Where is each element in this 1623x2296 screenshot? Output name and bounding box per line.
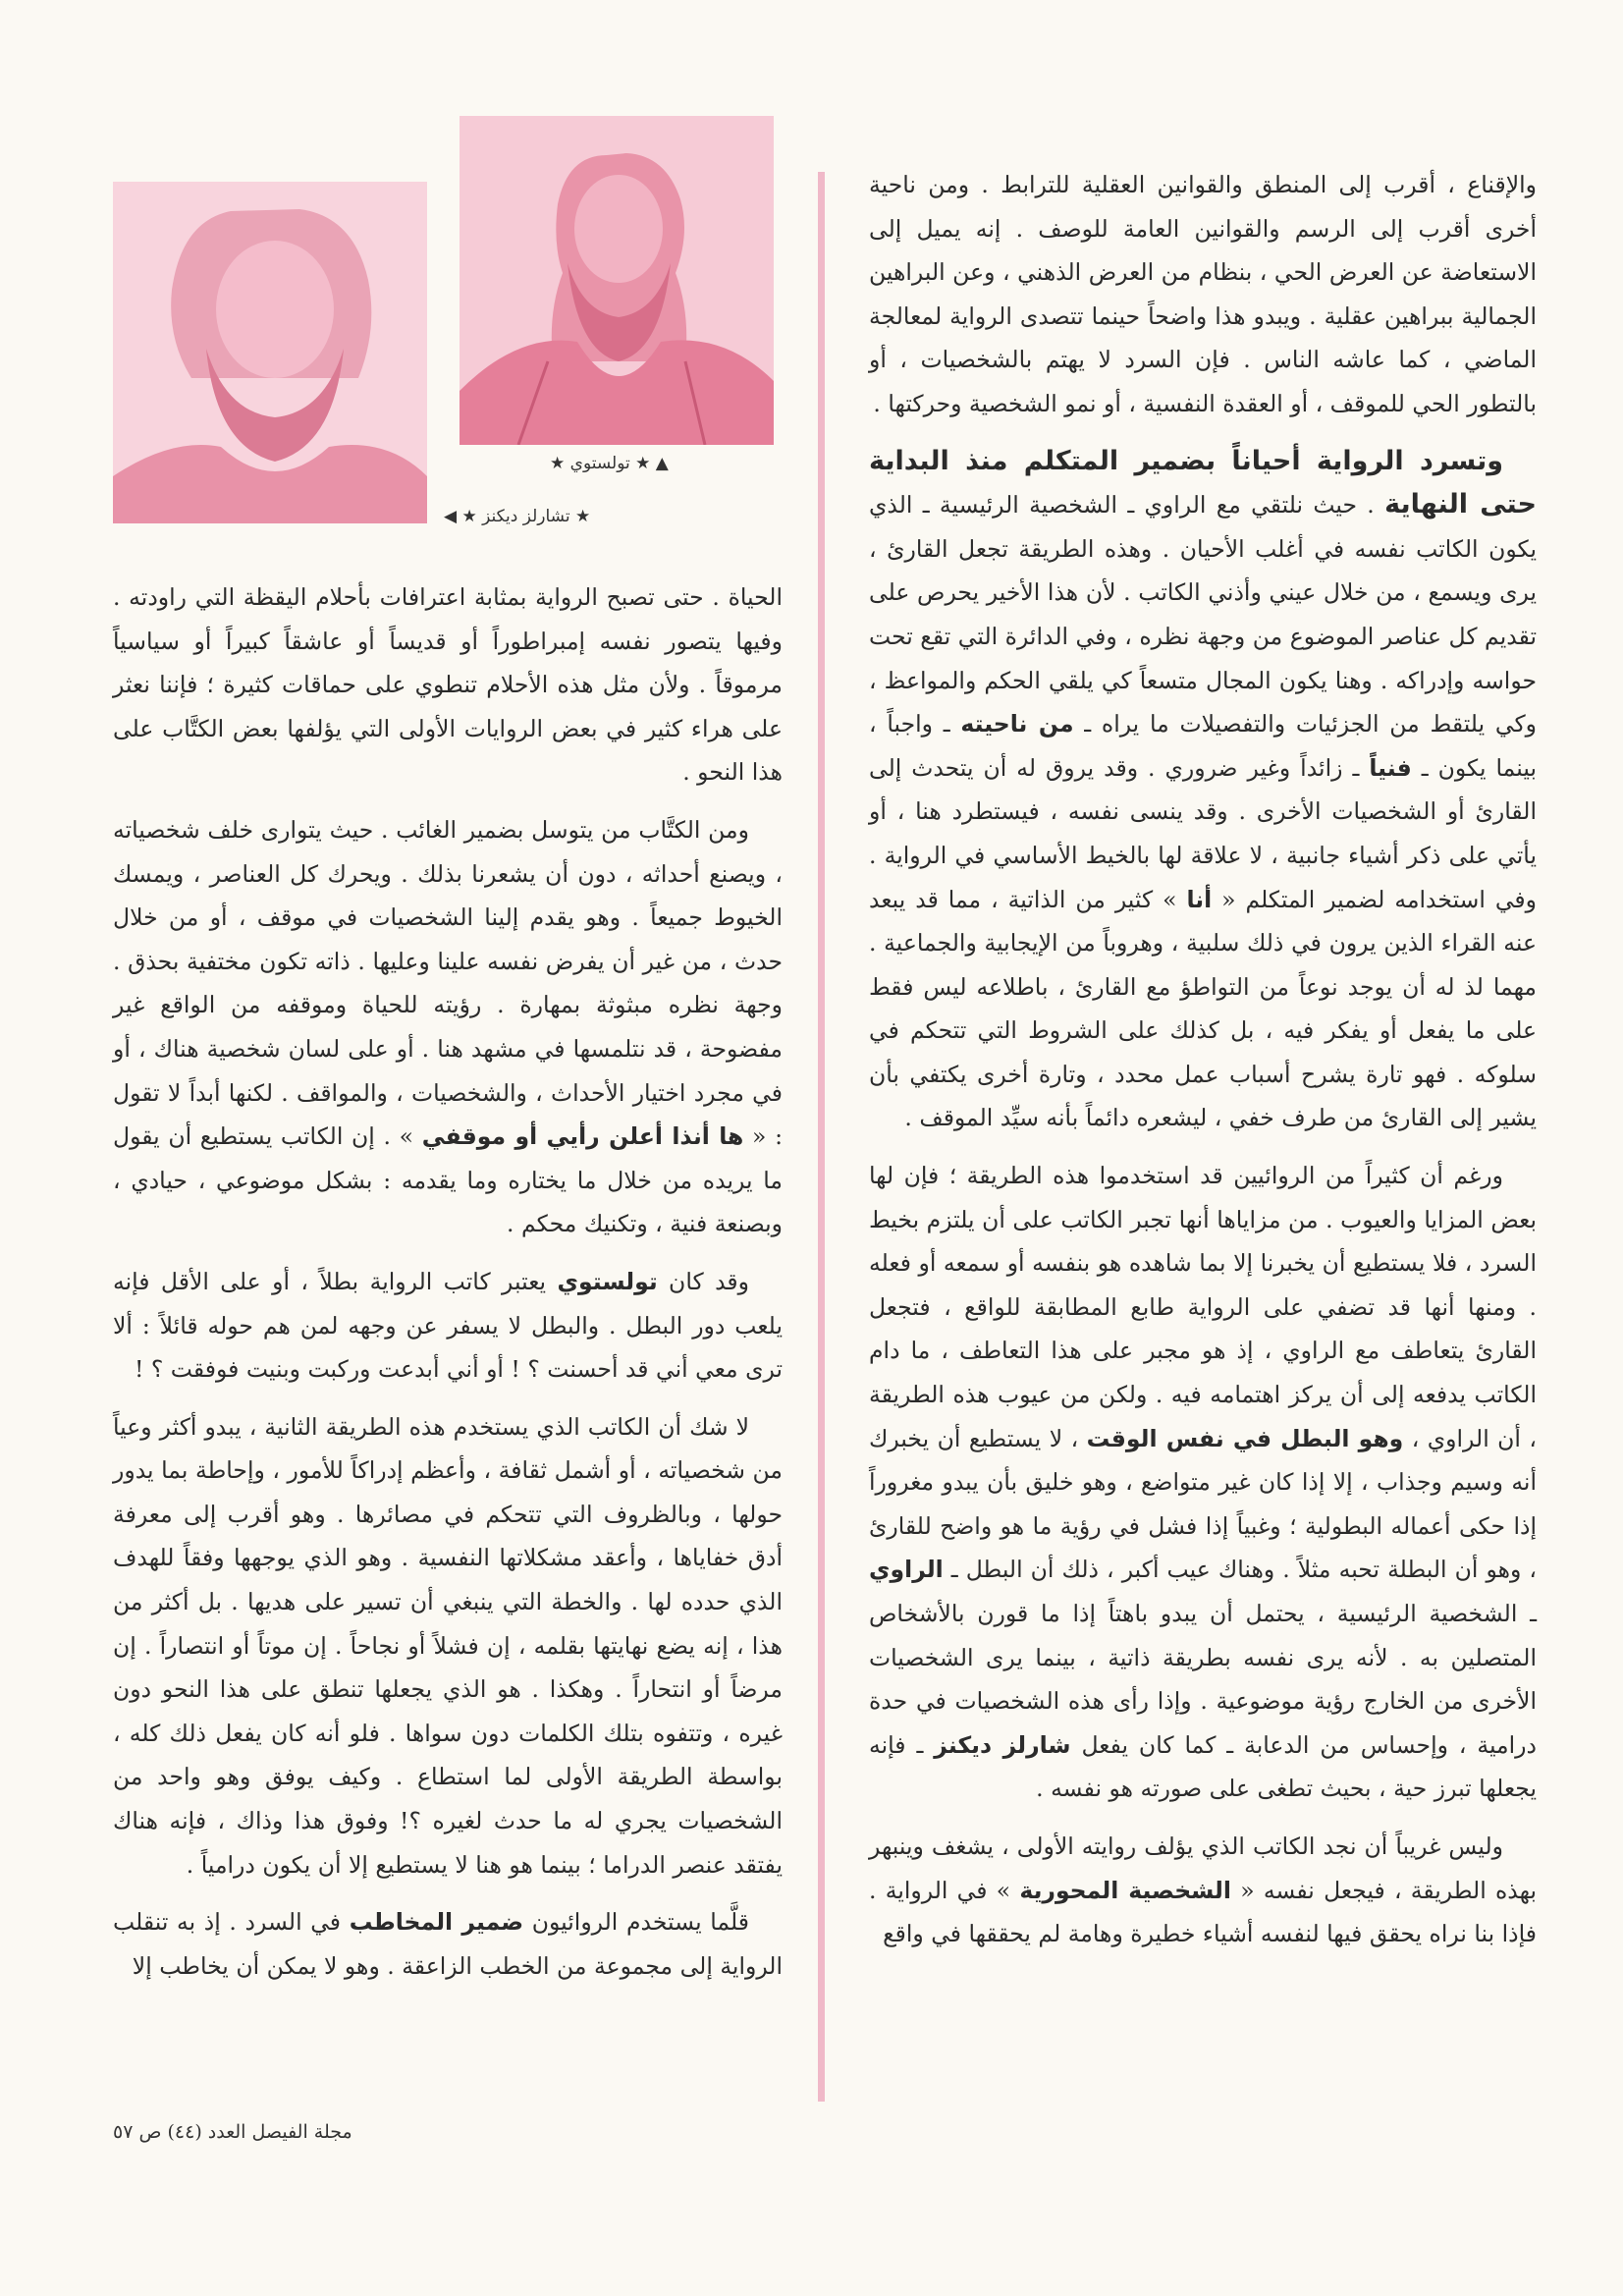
paragraph: لا شك أن الكاتب الذي يستخدم هذه الطريقة الثانية ، يبدو أكثر وعياً من شخصياته ، أو أشمل ثقافة ، وأعظم إدراكاً للأمور ، وإحاطة بما يدور حولها ، وبالظروف التي تتحكم في مصائرها . وهو أقرب إلى معرفة أدق خفاياها ، وأعقد مشكلاتها النفسية . وهو الذي يوجهها وفقاً للهدف الذي حدده لها . والخطة التي ينبغي أن تسير على هديها . بل أكثر من هذا ، إنه يضع نهايتها بقلمه ، إن فشلاً أو نجاحاً . إن موتاً أو انتصاراً . إن مرضاً أو انتحاراً . وهكذا . هو الذي يجعلها تنطق على هذا النحو دون غيره ، وتتفوه بتلك الكلمات دون سواها . فلو أنه كان يفعل ذلك كله ، بواسطة الطريقة الأولى لما استطاع . وكيف يوفق وهو واحد من الشخصيات يجري له ما حدث لغيره ؟! وفوق هذا وذاك ، فإنه هناك يفتقد عنصر الدراما ؛ بينما هو هنا لا يستطيع إلا أن يكون درامياً .	[113, 1412, 783, 1879]
section-heading: وتسرد الرواية أحياناً بضمير المتكلم منذ البداية حتى النهاية	[869, 445, 1537, 520]
text-run: قلَّما يستخدم الروائيون	[523, 1908, 749, 1937]
bold-phrase: وهو البطل في نفس الوقت	[1086, 1424, 1404, 1452]
bold-phrase: أنا	[1186, 885, 1213, 913]
tolstoy-portrait-image	[460, 116, 774, 445]
bold-phrase: الراوي	[869, 1556, 944, 1584]
bold-phrase: تولستوي	[557, 1267, 658, 1295]
text-run: يعتبر كاتب الرواية بطلاً ، أو على الأقل فإنه يلعب دور البطل . والبطل لا يسفر عن وجهه لمن هم حوله قائلاً : ألا ترى معي أني قد أحسنت ؟ ! أو أني أبدعت وركبت وبنيت فوفقت ؟ !	[113, 1267, 783, 1384]
bold-phrase: ضمير المخاطب	[349, 1908, 524, 1937]
paragraph	[869, 1825, 1537, 1956]
text-run: ـ واجباً ، بينما يكون ـ	[869, 710, 1537, 782]
text-run: ورغم أن كثيراً من الروائيين قد استخدموا هذه الطريقة ؛ فإن لها بعض المزايا والعيوب . من مزاياها أنها تجبر الكاتب على أن يلتزم بخيط السرد ، فلا يستطيع أن يخبرنا إلا بما شاهده هو بنفسه أو سمعه أو فعله . ومنها أنها قد تضفي على الرواية طابع المطابقة للواقع ، فتجعل القارئ يتعاطف مع الراوي ، إذ هو مجبر على هذا التعاطف ، ما دام الكاتب يدفعه إلى أن يركز اهتمامه فيه . ولكن من عيوب هذه الطريقة ، أن الراوي ،	[869, 1162, 1537, 1452]
text-run: » في الرواية . فإذا بنا نراه يحقق فيها لنفسه أشياء خطيرة وهامة لم يحققها في واقع	[869, 1876, 1537, 1948]
text-run: » . إن الكاتب يستطيع أن يقول ما يريده من خلال ما يختاره وما يقدمه : بشكل موضوعي ، حيادي ، وبصنعة فنية ، وتكنيك محكم .	[113, 1122, 783, 1238]
bold-phrase: ها أنذا أعلن رأيي أو موقفي	[421, 1122, 744, 1151]
text-run: وليس غريباً أن نجد الكاتب الذي يؤلف روايته الأولى ، يشغف وينبهر بهذه الطريقة ، فيجعل نفسه «	[869, 1831, 1537, 1904]
text-run: ـ زائداً وغير ضروري . وقد يروق له أن يتحدث إلى القارئ أو الشخصيات الأخرى . وقد ينسى نفسه ، فيستطرد هنا ، أو يأتي على ذكر أشياء جانبية ، لا علاقة لها بالخيط الأساسي في الرواية . وفي استخدامه لضمير المتكلم «	[869, 753, 1538, 913]
text-run: ، لا يستطيع أن يخبرك أنه وسيم وجذاب ، إلا إذا كان غير متواضع ، وهو خليق بأن يبدو مغروراً إذا حكى أعماله البطولية ؛ وغبياً إذا فشل في رؤية ما هو واضح للقارئ ، وهو أن البطلة تحبه مثلاً . وهناك عيب أكبر ، ذلك أن البطل ـ	[869, 1424, 1537, 1584]
paragraph	[869, 1154, 1537, 1811]
bold-phrase: شارلز ديكنز	[934, 1730, 1071, 1759]
column-divider	[818, 172, 825, 2102]
right-column	[869, 163, 1537, 1956]
bold-phrase: فنياً	[1369, 753, 1412, 782]
page-footer: مجلة الفيصل العدد (٤٤) ص ٥٧	[113, 2121, 352, 2143]
bold-phrase: الشخصية المحورية	[1019, 1876, 1231, 1904]
text-run: في السرد . إذ به تنقلب الرواية إلى مجموعة من الخطب الزاعقة . وهو لا يمكن أن يخاطب إلا	[113, 1908, 783, 1980]
paragraph: والإقناع ، أقرب إلى المنطق والقوانين العقلية للترابط . ومن ناحية أخرى أقرب إلى الرسم والقوانين العامة للوصف . إنه يميل إلى الاستعاضة عن العرض الحي ، بنظام من العرض الذهني ، وعن البراهين الجمالية ببراهين عقلية . ويبدو هذا واضحاً حينما تتصدى الرواية لمعالجة الماضي ، كما عاشه الناس . فإن السرد لا يهتم بالشخصيات ، أو بالتطور الحي للموقف ، أو العقدة النفسية ، أو نمو الشخصية وحركتها .	[869, 171, 1537, 417]
dickens-portrait-image	[113, 182, 427, 523]
text-run: ـ الشخصية الرئيسية ، يحتمل أن يبدو باهتاً إذا ما قورن بالأشخاص المتصلين به . لأنه يرى نفسه بطريقة ذاتية ، بينما يرى الشخصيات الأخرى من الخارج رؤية موضوعية . وإذا رأى هذه الشخصيات في حدة درامية ، وإحساس من الدعابة ـ كما كان يفعل	[869, 1600, 1537, 1759]
paragraph	[113, 808, 783, 1246]
dickens-caption: ★ تشارلز ديكنز ★ ◀	[444, 507, 591, 526]
text-run: . حيث نلتقي مع الراوي ـ الشخصية الرئيسية ـ الذي يكون الكاتب نفسه في أغلب الأحيان . وهذه الطريقة تجعل القارئ ، يرى ويسمع ، من خلال عيني وأذني الكاتب . لأن هذا الأخير يحرص على تقديم كل عناصر الموضوع من وجهة نظره ، وفي الدائرة التي تقع تحت حواسه وإدراكه . وهنا يكون المجال متسعاً كي يلقي الحكم والمواعظ ، وكي يلتقط من الجزئيات والتفصيلات ما يراه ـ	[869, 491, 1537, 738]
paragraph	[869, 440, 1537, 1141]
text-run: ـ فإنه يجعلها تبرز حية ، بحيث تطغى على صورته هو نفسه .	[869, 1730, 1537, 1803]
text-run: وقد كان	[657, 1267, 749, 1295]
paragraph: الحياة . حتى تصبح الرواية بمثابة اعترافات بأحلام اليقظة التي راودته . وفيها يتصور نفسه إمبراطوراً أو قديساً أو عاشقاً كبيراً أو سياسياً مرموقاً . ولأن مثل هذه الأحلام تنطوي على حماقات كثيرة ؛ فإننا نعثر على هراء كثير في بعض الروايات الأولى التي يؤلفها بعض الكتَّاب على هذا النحو .	[113, 583, 783, 787]
paragraph	[113, 1260, 783, 1392]
bold-phrase: من ناحيته	[960, 710, 1074, 738]
tolstoy-caption: ▲ ★ تولستوي ★	[550, 454, 669, 473]
paragraph	[113, 1900, 783, 1988]
left-column	[113, 575, 783, 1988]
text-run: » كثير من الذاتية ، مما قد يبعد عنه القراء الذين يرون في ذلك سلبية ، وهروباً من الإيجابية والجماعية . مهما لذ له أن يوجد نوعاً من التواطؤ مع القارئ ، باطلاعه ليس فقط على ما يفعل أو يفكر فيه ، بل كذلك على الشروط التي تتحكم في سلوكه . فهو تارة يشرح أسباب عمل محدد ، وتارة أخرى يكتفي بأن يشير إلى القارئ من طرف خفي ، ليشعره دائماً بأنه سيِّد الموقف .	[869, 885, 1537, 1132]
text-run: ومن الكتَّاب من يتوسل بضمير الغائب . حيث يتوارى خلف شخصياته ، ويصنع أحداثه ، دون أن يشعرنا بذلك . ويحرك كل العناصر ، ويمسك الخيوط جميعاً . وهو يقدم إلينا الشخصيات في موقف ، أو من خلال حدث ، من غير أن يفرض نفسه علينا وعليها . ذاته تكون مختفية بحذق . وجهة نظره مبثوثة بمهارة . رؤيته للحياة وموقفه من الواقع غير مفضوحة ، قد نتلمسها في مشهد هنا . أو على لسان شخصية هناك ، أو في مجرد اختيار الأحداث ، والشخصيات ، والمواقف . لكنها أبداً لا تقول : «	[113, 815, 783, 1151]
